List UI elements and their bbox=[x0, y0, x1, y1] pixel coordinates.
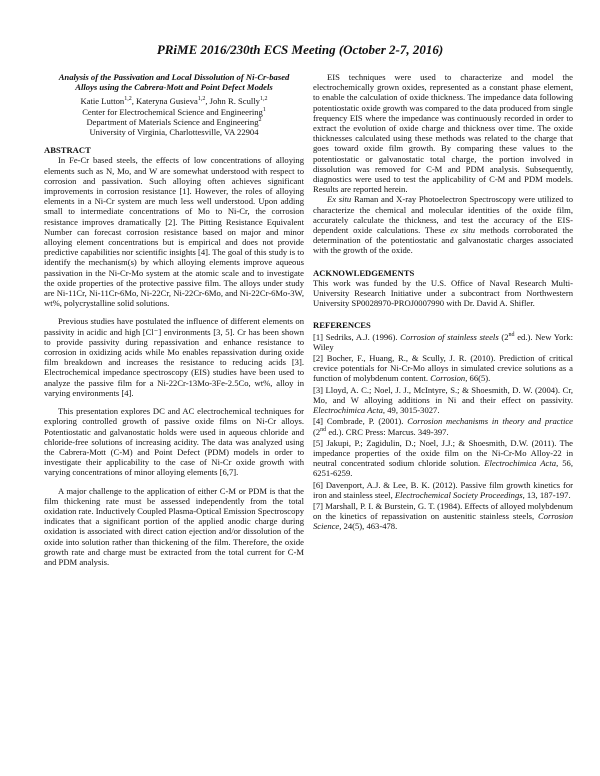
affiliation-1: Center for Electrochemical Science and Engineering$^1$ bbox=[82, 106, 266, 117]
reference-item: [7] Marshall, P. I. & Burstein, G. T. (1984). Effects of alloyed molybdenum on the kinetics of repassivation on austenitic stainless steels, Corrosion Science, 24(5), 463-478. bbox=[313, 500, 573, 532]
acknowledgements-heading: ACKNOWLEDGEMENTS bbox=[313, 267, 415, 278]
acknowledgements-text: This work was funded by the U.S. Office of Naval Research Multi-University Research Initiative under a subcontract from Northwestern University SP0028970-PROJ0007990 with Dr. David A. Shifler. bbox=[313, 277, 573, 309]
reference-item: [5] Jakupi, P.; Zagidulin, D.; Noel, J.J.; & Shoesmith, D.W. (2011). The impedance properties of the oxide film on the Ni-Cr-Mo Alloy-22 in neutral concentrated sodium chloride solution. Electrochimica Acta, 56, 6251-6259. bbox=[313, 437, 573, 479]
affiliation-2: Department of Materials Science and Engineering$^2$ bbox=[86, 116, 262, 127]
abstract-paragraph-4: A major challenge to the application of either C-M or PDM is that the film thickening rate must be assessed independently from the total oxidation rate. Inductively Coupled Plasma-Optical Emission Spectroscopy indicates that a significant portion of the applied anodic charge during oxidation is associated with direct cation ejection and/or dissolution of the oxide into solution rather than thickening of the film. Therefore, the oxide growth rate and charge must be extracted from the total current for C-M and PDM analysis. bbox=[44, 485, 304, 567]
conference-header: PRiME 2016/230th ECS Meeting (October 2-7, 2016) bbox=[156, 42, 444, 57]
abstract-paragraph-2: Previous studies have postulated the influence of different elements on passivity in acidic and high [Cl⁻] environments [3, 5]. Cr has been shown to provide passivity during repassivation and enhance resistance to corrosion in oxidizing acids while Mo enables repassivation during oxide film breakdown and increases the resistance to reducing acids [3]. Electrochemical impedance spectroscopy (EIS) studies have been used to analyze the passive film for a Ni-22Cr-13Mo-3Fe-2.5Co, wt%, alloy in varying environments [4]. bbox=[44, 316, 304, 398]
author-line: Katie Lutton$^{1,2}$, Kateryna Gusieva$^{1,2}$, John R. Scully$^{1,2}$ bbox=[80, 96, 268, 107]
abstract-paragraph-6: Ex situ Raman and X-ray Photoelectron Spectroscopy were utilized to characterize the chemical and molecular identities of the oxide film, accurately calculate the thickness, and test the accuracy of the EIS-dependent oxide calculations. These ex situ methods corroborated the determination of the potentiostatic and galvanostatic charges associated with the growth of the oxide. bbox=[313, 194, 574, 256]
reference-item: [1] Sedriks, A.J. (1996). Corrosion of stainless steels (2nd ed.). New York: Wiley bbox=[313, 331, 573, 352]
abstract-paragraph-3: This presentation explores DC and AC electrochemical techniques for exploring controlled growth of passive oxide films on Ni-Cr alloys. Potentiostatic and galvanostatic holds were used in aqueous chloride and chloride-free solutions of increasing acidity. The data was analyzed using the Cabrera-Mott (C-M) and Point Defect (PDM) models in order to investigate their applicability to the case of Ni-Cr oxide growth with varying concentrations of minor alloying elements [6,7]. bbox=[44, 406, 304, 478]
right-column bbox=[313, 72, 573, 532]
abstract-paragraph-1: In Fe-Cr based steels, the effects of low concentrations of alloying elements such as N, Mo, and W are somewhat understood with respect to corrosion and passivation. Such alloying often achieves significant improvements in corrosion resistance [1]. However, the roles of alloying elements in a Ni-Cr system are much less well understood. Upon adding small to intermediate concentrations of Mo to Ni-Cr, the corrosion resistance improves dramatically [2]. The Pitting Resistance Equivalent Number can forecast corrosion resistance based on major and minor alloying element concentrations but is empirical and does not provide predictive capabilities nor scientific insights [4]. The goal of this study is to identify the mechanism(s) by which alloying elements improve aqueous passivation in the Ni-Cr-Mo system at the atomic scale and to investigate the oxide properties of the protective passive film. The alloys under study are Ni-11Cr, Ni-11Cr-6Mo, Ni-22Cr, Ni-22Cr-6Mo, and Ni-22Cr-6Mo-3W, wt%, polycrystalline solid solutions. bbox=[44, 155, 304, 309]
reference-item: [2] Bocher, F., Huang, R., & Scully, J. R. (2010). Prediction of critical crevice potentials for Ni-Cr-Mo alloys in simulated crevice solutions as a function of molybdenum content. Corrosion, 66(5). bbox=[313, 353, 573, 384]
left-column bbox=[44, 72, 304, 567]
abstract-paragraph-5: EIS techniques were used to characterize and model the electrochemically grown oxides, represented as a constant phase element, to enable the calculation of oxide thickness. The impedance data following potentiostatic oxide growth was compared to the data produced from single frequency EIS where the impedance was continuously recorded in order to extract the evolution of oxide charge and thickness over time. The oxide thicknesses calculated using these methods was related to the charge that goes toward oxide film growth. By comparing these values to the potentiostatic or galvanostatic total charge, the portion involved in dissolution was removed for C-M and PDM analysis. Subsequently, diagnostics were used to test the applicability of C-M and PDM models. Results are reported herein. bbox=[313, 72, 573, 195]
paper-title: Analysis of the Passivation and Local Dissolution of Ni-Cr-based Alloys using the Cabrera-Mott and Point Defect Models bbox=[58, 72, 290, 93]
references-heading: REFERENCES bbox=[313, 320, 371, 331]
affiliation-3: University of Virginia, Charlottesville, VA 22904 bbox=[89, 127, 259, 138]
reference-item: [6] Davenport, A.J. & Lee, B. K. (2012). Passive film growth kinetics for iron and stainless steel, Electrochemical Society Proceedings, 13, 187-197. bbox=[313, 479, 573, 500]
reference-item: [3] Lloyd, A. C.; Noel, J. J., McIntyre, S.; & Shoesmith, D. W. (2004). Cr, Mo, and W alloying additions in Ni and their effect on passivity. Electrochimica Acta, 49, 3015-3027. bbox=[313, 384, 573, 416]
reference-item: [4] Combrade, P. (2001). Corrosion mechanisms in theory and practice (2nd ed.). CRC Press: Marcus. 349-397. bbox=[313, 416, 573, 437]
abstract-heading: ABSTRACT bbox=[44, 145, 91, 156]
reference-list bbox=[313, 332, 573, 532]
